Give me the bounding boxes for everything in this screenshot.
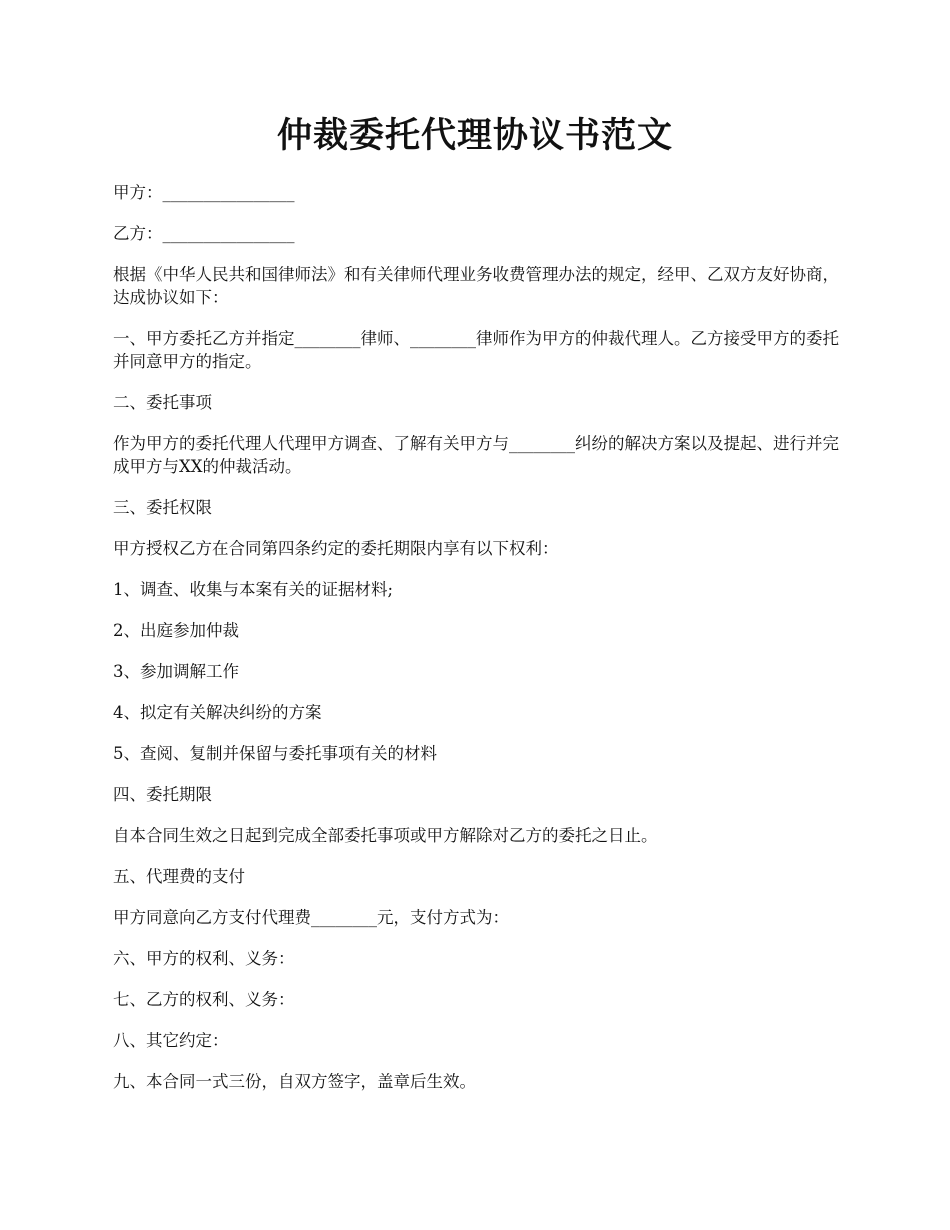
authority-item-1: 1、调查、收集与本案有关的证据材料;	[113, 580, 394, 599]
section-heading-other-terms: 八、其它约定：	[113, 1031, 229, 1050]
document-title: 仲裁委托代理协议书范文	[276, 115, 673, 156]
section-heading-authority: 三、委托权限	[113, 498, 212, 517]
party-a-line: 甲方：________________	[113, 183, 295, 202]
section-heading-entrusted-matters: 二、委托事项	[113, 393, 212, 412]
term-paragraph: 自本合同生效之日起到完成全部委托事项或甲方解除对乙方的委托之日止。	[113, 826, 658, 845]
section-effective-clause: 九、本合同一式三份，自双方签字，盖章后生效。	[113, 1072, 476, 1091]
entrusted-matters-paragraph: 作为甲方的委托代理人代理甲方调查、了解有关甲方与________纠纷的解决方案以及提起、进行并完成甲方与XX的仲裁活动。	[113, 434, 839, 476]
section-heading-term: 四、委托期限	[113, 785, 212, 804]
section-heading-fee-payment: 五、代理费的支付	[113, 867, 245, 886]
authority-item-3: 3、参加调解工作	[113, 662, 239, 681]
preamble-paragraph: 根据《中华人民共和国律师法》和有关律师代理业务收费管理办法的规定，经甲、乙双方友好协商，达成协议如下：	[113, 265, 839, 307]
authority-item-4: 4、拟定有关解决纠纷的方案	[113, 703, 322, 722]
section-heading-party-a-rights: 六、甲方的权利、义务：	[113, 949, 295, 968]
party-b-line: 乙方：________________	[113, 224, 295, 243]
authority-item-2: 2、出庭参加仲裁	[113, 621, 239, 640]
fee-payment-paragraph: 甲方同意向乙方支付代理费________元，支付方式为：	[113, 908, 509, 927]
authority-item-5: 5、查阅、复制并保留与委托事项有关的材料	[113, 744, 437, 763]
section-heading-party-b-rights: 七、乙方的权利、义务：	[113, 990, 295, 1009]
document-body	[113, 181, 848, 1111]
clause-1-paragraph: 一、甲方委托乙方并指定________律师、________律师作为甲方的仲裁代理人。乙方接受甲方的委托并同意甲方的指定。	[113, 329, 839, 371]
authority-intro-paragraph: 甲方授权乙方在合同第四条约定的委托期限内享有以下权利：	[113, 539, 559, 558]
